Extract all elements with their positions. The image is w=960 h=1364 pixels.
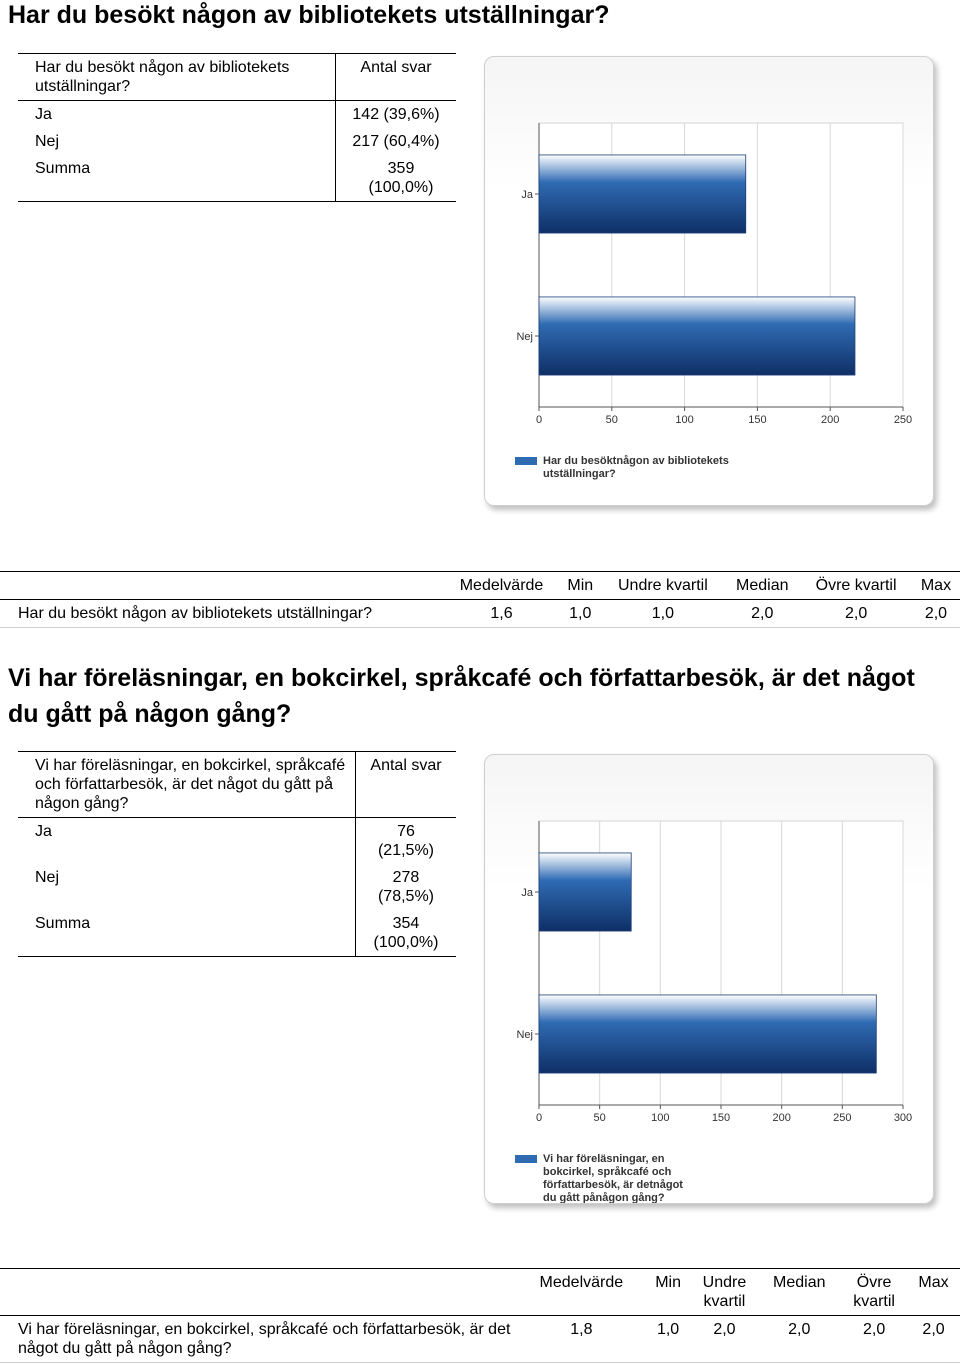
stats-header: Min bbox=[559, 572, 601, 600]
stats-header: Medelvärde bbox=[518, 1269, 645, 1316]
bar-chart bbox=[485, 755, 933, 1203]
stats-value: 1,6 bbox=[444, 600, 559, 628]
stats-header: Övre kvartil bbox=[841, 1269, 907, 1316]
category-label: Ja bbox=[521, 887, 533, 899]
stats-value: 1,0 bbox=[559, 600, 601, 628]
stats-table bbox=[0, 571, 960, 628]
chart-frame bbox=[484, 754, 934, 1204]
stats-header: Övre kvartil bbox=[800, 572, 912, 600]
x-tick-label: 0 bbox=[535, 1112, 543, 1124]
bar bbox=[539, 995, 876, 1073]
frequency-table bbox=[18, 751, 456, 957]
stats-row bbox=[0, 1316, 960, 1363]
legend-label: du gått pånågon gång? bbox=[543, 1192, 665, 1203]
stats-value: 2,0 bbox=[691, 1316, 757, 1363]
bar bbox=[539, 155, 746, 233]
stats-value: 2,0 bbox=[841, 1316, 907, 1363]
stats-header-row bbox=[0, 572, 960, 600]
stats-value: 1,8 bbox=[518, 1316, 645, 1363]
x-tick-label: 50 bbox=[605, 414, 618, 426]
stats-header: Median bbox=[757, 1269, 841, 1316]
table-row bbox=[18, 101, 456, 129]
stats-header: Max bbox=[907, 1269, 960, 1316]
row-value: 76 (21,5%) bbox=[355, 818, 456, 865]
row-label: Ja bbox=[35, 823, 52, 840]
stats-header: Undre kvartil bbox=[691, 1269, 757, 1316]
bar bbox=[539, 853, 631, 931]
bar bbox=[539, 297, 855, 375]
stats-header: Min bbox=[645, 1269, 692, 1316]
x-tick-label: 100 bbox=[675, 414, 694, 426]
bar-chart bbox=[485, 57, 933, 505]
x-tick-label: 250 bbox=[893, 414, 913, 426]
table-col-header: Antal svar bbox=[355, 752, 456, 818]
legend-swatch bbox=[515, 457, 537, 465]
legend-label: utställningar? bbox=[543, 468, 616, 480]
stats-header: Max bbox=[912, 572, 960, 600]
x-tick-label: 50 bbox=[593, 1112, 606, 1124]
x-tick-label: 300 bbox=[893, 1112, 913, 1124]
row-value: 359 (100,0%) bbox=[336, 155, 457, 202]
table-question: Vi har föreläsningar, en bokcirkel, språkcafé och författarbesök, är det något du gått på någon gång? bbox=[18, 752, 355, 818]
category-label: Nej bbox=[516, 1029, 533, 1041]
row-value: 142 (39,6%) bbox=[336, 101, 457, 129]
row-label: Ja bbox=[35, 106, 52, 123]
x-tick-label: 200 bbox=[772, 1112, 791, 1124]
x-tick-label: 100 bbox=[651, 1112, 670, 1124]
legend-label: bokcirkel, språkcafé och bbox=[543, 1166, 672, 1178]
table-row bbox=[18, 128, 456, 155]
stats-value: 2,0 bbox=[757, 1316, 841, 1363]
x-tick-label: 200 bbox=[821, 414, 840, 426]
legend-label: författarbesök, är detnågot bbox=[543, 1179, 683, 1191]
stats-value: 1,0 bbox=[645, 1316, 692, 1363]
x-tick-label: 150 bbox=[748, 414, 767, 426]
row-value: 354 (100,0%) bbox=[355, 910, 456, 957]
stats-header: Medelvärde bbox=[444, 572, 559, 600]
stats-row-label: Har du besökt någon av bibliotekets utställningar? bbox=[0, 600, 444, 628]
row-value: 278 (78,5%) bbox=[355, 864, 456, 910]
x-tick-label: 0 bbox=[535, 414, 543, 426]
table-row bbox=[18, 864, 456, 910]
chart-frame bbox=[484, 56, 934, 506]
stats-row-label: Vi har föreläsningar, en bokcirkel, språkcafé och författarbesök, är det något du gått på någon gång? bbox=[0, 1316, 518, 1363]
x-tick-label: 250 bbox=[833, 1112, 852, 1124]
stats-value: 1,0 bbox=[601, 600, 724, 628]
stats-header: Median bbox=[724, 572, 800, 600]
row-label: Nej bbox=[35, 869, 60, 886]
table-col-header: Antal svar bbox=[336, 54, 457, 101]
stats-value: 2,0 bbox=[907, 1316, 960, 1363]
stats-table bbox=[0, 1268, 960, 1363]
table-row bbox=[18, 155, 456, 202]
table-question: Har du besökt någon av bibliotekets utställningar? bbox=[18, 54, 336, 101]
stats-value: 2,0 bbox=[800, 600, 912, 628]
stats-value: 2,0 bbox=[724, 600, 800, 628]
row-label: Summa bbox=[18, 910, 355, 957]
row-label: Summa bbox=[18, 155, 336, 202]
table-header-row bbox=[18, 54, 456, 101]
stats-header-row bbox=[0, 1269, 960, 1316]
table-header-row bbox=[18, 752, 456, 818]
legend-label: Har du besöktnågon av bibliotekets bbox=[543, 455, 729, 467]
table-row bbox=[18, 910, 456, 957]
category-label: Ja bbox=[521, 189, 533, 201]
row-label: Nej bbox=[35, 133, 60, 150]
legend-label: Vi har föreläsningar, en bbox=[543, 1153, 665, 1165]
stats-value: 2,0 bbox=[912, 600, 960, 628]
legend-swatch bbox=[515, 1155, 537, 1163]
frequency-table bbox=[18, 53, 456, 202]
row-value: 217 (60,4%) bbox=[336, 128, 457, 155]
x-tick-label: 150 bbox=[711, 1112, 731, 1124]
stats-row bbox=[0, 600, 960, 628]
table-row bbox=[18, 818, 456, 865]
section-title: Har du besökt någon av bibliotekets utställningar? bbox=[8, 1, 610, 29]
stats-header: Undre kvartil bbox=[601, 572, 724, 600]
section-title: Vi har föreläsningar, en bokcirkel, språkcafé och författarbesök, är det något du gått på någon gång? bbox=[8, 664, 915, 728]
category-label: Nej bbox=[516, 331, 533, 343]
